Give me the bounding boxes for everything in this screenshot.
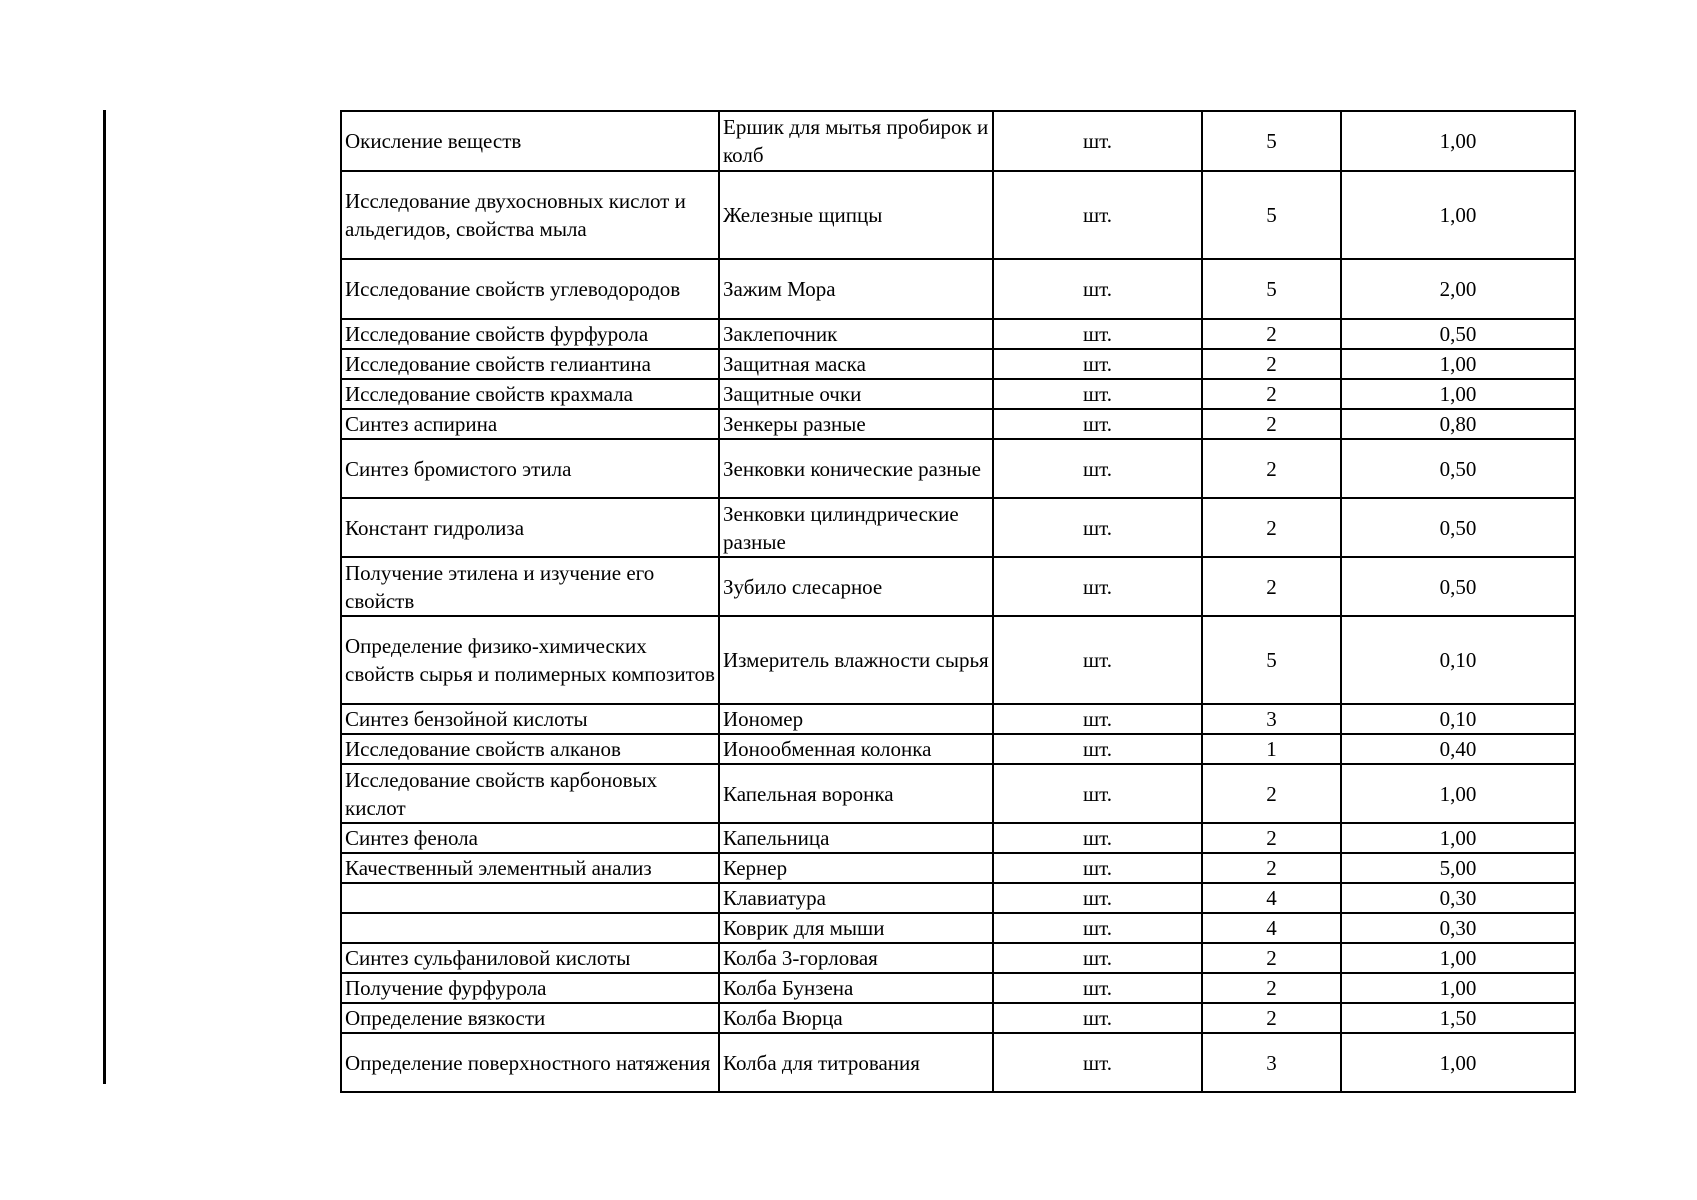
quantity-cell: 3: [1202, 704, 1341, 734]
equipment-table: [340, 110, 1576, 1093]
work-cell: Исследование свойств крахмала: [341, 379, 719, 409]
value-cell: 0,50: [1341, 498, 1575, 557]
work-cell: Определение поверхностного натяжения: [341, 1033, 719, 1092]
unit-cell: шт.: [993, 498, 1202, 557]
item-name-cell: Коврик для мыши: [719, 913, 993, 943]
quantity-cell: 5: [1202, 111, 1341, 171]
item-name-cell: Ершик для мытья пробирок и колб: [719, 111, 993, 171]
work-cell: Определение вязкости: [341, 1003, 719, 1033]
value-cell: 0,40: [1341, 734, 1575, 764]
work-cell: Исследование свойств фурфурола: [341, 319, 719, 349]
work-cell: Синтез сульфаниловой кислоты: [341, 943, 719, 973]
value-cell: 5,00: [1341, 853, 1575, 883]
quantity-cell: 2: [1202, 409, 1341, 439]
quantity-cell: 5: [1202, 259, 1341, 319]
quantity-cell: 2: [1202, 349, 1341, 379]
unit-cell: шт.: [993, 823, 1202, 853]
value-cell: 2,00: [1341, 259, 1575, 319]
work-cell: Исследование свойств алканов: [341, 734, 719, 764]
work-cell: Исследование двухосновных кислот и альдегидов, свойства мыла: [341, 171, 719, 259]
item-name-cell: Измеритель влажности сырья: [719, 616, 993, 704]
item-name-cell: Зубило слесарное: [719, 557, 993, 616]
unit-cell: шт.: [993, 704, 1202, 734]
item-name-cell: Железные щипцы: [719, 171, 993, 259]
unit-cell: шт.: [993, 171, 1202, 259]
item-name-cell: Зажим Мора: [719, 259, 993, 319]
unit-cell: шт.: [993, 259, 1202, 319]
table-row: [341, 498, 1575, 557]
work-cell: [341, 913, 719, 943]
table-row: [341, 379, 1575, 409]
value-cell: 0,10: [1341, 704, 1575, 734]
quantity-cell: 2: [1202, 557, 1341, 616]
item-name-cell: Иономер: [719, 704, 993, 734]
value-cell: 0,30: [1341, 883, 1575, 913]
item-name-cell: Колба 3-горловая: [719, 943, 993, 973]
unit-cell: шт.: [993, 439, 1202, 498]
value-cell: 0,50: [1341, 319, 1575, 349]
item-name-cell: Защитная маска: [719, 349, 993, 379]
item-name-cell: Колба для титрования: [719, 1033, 993, 1092]
unit-cell: шт.: [993, 883, 1202, 913]
work-cell: Получение этилена и изучение его свойств: [341, 557, 719, 616]
unit-cell: шт.: [993, 616, 1202, 704]
quantity-cell: 2: [1202, 498, 1341, 557]
work-cell: Синтез бензойной кислоты: [341, 704, 719, 734]
work-cell: Определение физико-химических свойств сырья и полимерных композитов: [341, 616, 719, 704]
value-cell: 1,00: [1341, 171, 1575, 259]
item-name-cell: Зенковки конические разные: [719, 439, 993, 498]
work-cell: Получение фурфурола: [341, 973, 719, 1003]
table-row: [341, 349, 1575, 379]
unit-cell: шт.: [993, 764, 1202, 823]
value-cell: 1,00: [1341, 349, 1575, 379]
work-cell: Качественный элементный анализ: [341, 853, 719, 883]
table-row: [341, 1003, 1575, 1033]
quantity-cell: 1: [1202, 734, 1341, 764]
table-row: [341, 764, 1575, 823]
work-cell: Исследование свойств карбоновых кислот: [341, 764, 719, 823]
table-row: [341, 823, 1575, 853]
table-row: [341, 319, 1575, 349]
value-cell: 0,50: [1341, 439, 1575, 498]
table-row: [341, 1033, 1575, 1092]
table-row: [341, 913, 1575, 943]
table-row: [341, 557, 1575, 616]
work-cell: Окисление веществ: [341, 111, 719, 171]
unit-cell: шт.: [993, 943, 1202, 973]
work-cell: Синтез бромистого этила: [341, 439, 719, 498]
quantity-cell: 2: [1202, 439, 1341, 498]
unit-cell: шт.: [993, 111, 1202, 171]
table-row: [341, 616, 1575, 704]
item-name-cell: Капельница: [719, 823, 993, 853]
value-cell: 1,00: [1341, 823, 1575, 853]
table-row: [341, 704, 1575, 734]
unit-cell: шт.: [993, 379, 1202, 409]
unit-cell: шт.: [993, 913, 1202, 943]
value-cell: 1,00: [1341, 943, 1575, 973]
work-cell: Синтез фенола: [341, 823, 719, 853]
table-row: [341, 171, 1575, 259]
table-row: [341, 853, 1575, 883]
value-cell: 0,10: [1341, 616, 1575, 704]
work-cell: [341, 883, 719, 913]
work-cell: Синтез аспирина: [341, 409, 719, 439]
value-cell: 1,00: [1341, 973, 1575, 1003]
table-row: [341, 883, 1575, 913]
unit-cell: шт.: [993, 349, 1202, 379]
value-cell: 1,00: [1341, 1033, 1575, 1092]
table-row: [341, 943, 1575, 973]
value-cell: 1,00: [1341, 379, 1575, 409]
quantity-cell: 3: [1202, 1033, 1341, 1092]
value-cell: 0,30: [1341, 913, 1575, 943]
item-name-cell: Зенкеры разные: [719, 409, 993, 439]
table-row: [341, 734, 1575, 764]
item-name-cell: Клавиатура: [719, 883, 993, 913]
unit-cell: шт.: [993, 973, 1202, 1003]
table-row: [341, 973, 1575, 1003]
quantity-cell: 2: [1202, 853, 1341, 883]
quantity-cell: 4: [1202, 913, 1341, 943]
value-cell: 1,00: [1341, 764, 1575, 823]
quantity-cell: 4: [1202, 883, 1341, 913]
quantity-cell: 2: [1202, 823, 1341, 853]
item-name-cell: Капельная воронка: [719, 764, 993, 823]
work-cell: Исследование свойств углеводородов: [341, 259, 719, 319]
quantity-cell: 2: [1202, 319, 1341, 349]
quantity-cell: 5: [1202, 616, 1341, 704]
table-row: [341, 111, 1575, 171]
quantity-cell: 5: [1202, 171, 1341, 259]
value-cell: 0,80: [1341, 409, 1575, 439]
unit-cell: шт.: [993, 557, 1202, 616]
value-cell: 0,50: [1341, 557, 1575, 616]
item-name-cell: Кернер: [719, 853, 993, 883]
item-name-cell: Зенковки цилиндрические разные: [719, 498, 993, 557]
item-name-cell: Колба Бунзена: [719, 973, 993, 1003]
item-name-cell: Колба Вюрца: [719, 1003, 993, 1033]
value-cell: 1,00: [1341, 111, 1575, 171]
unit-cell: шт.: [993, 734, 1202, 764]
unit-cell: шт.: [993, 1033, 1202, 1092]
equipment-table-body: [341, 111, 1575, 1092]
unit-cell: шт.: [993, 319, 1202, 349]
table-row: [341, 409, 1575, 439]
quantity-cell: 2: [1202, 943, 1341, 973]
item-name-cell: Заклепочник: [719, 319, 993, 349]
item-name-cell: Защитные очки: [719, 379, 993, 409]
page-margin-rule: [103, 110, 106, 1084]
work-cell: Констант гидролиза: [341, 498, 719, 557]
table-row: [341, 439, 1575, 498]
unit-cell: шт.: [993, 409, 1202, 439]
quantity-cell: 2: [1202, 764, 1341, 823]
unit-cell: шт.: [993, 853, 1202, 883]
table-row: [341, 259, 1575, 319]
quantity-cell: 2: [1202, 1003, 1341, 1033]
unit-cell: шт.: [993, 1003, 1202, 1033]
item-name-cell: Ионообменная колонка: [719, 734, 993, 764]
value-cell: 1,50: [1341, 1003, 1575, 1033]
quantity-cell: 2: [1202, 379, 1341, 409]
quantity-cell: 2: [1202, 973, 1341, 1003]
work-cell: Исследование свойств гелиантина: [341, 349, 719, 379]
